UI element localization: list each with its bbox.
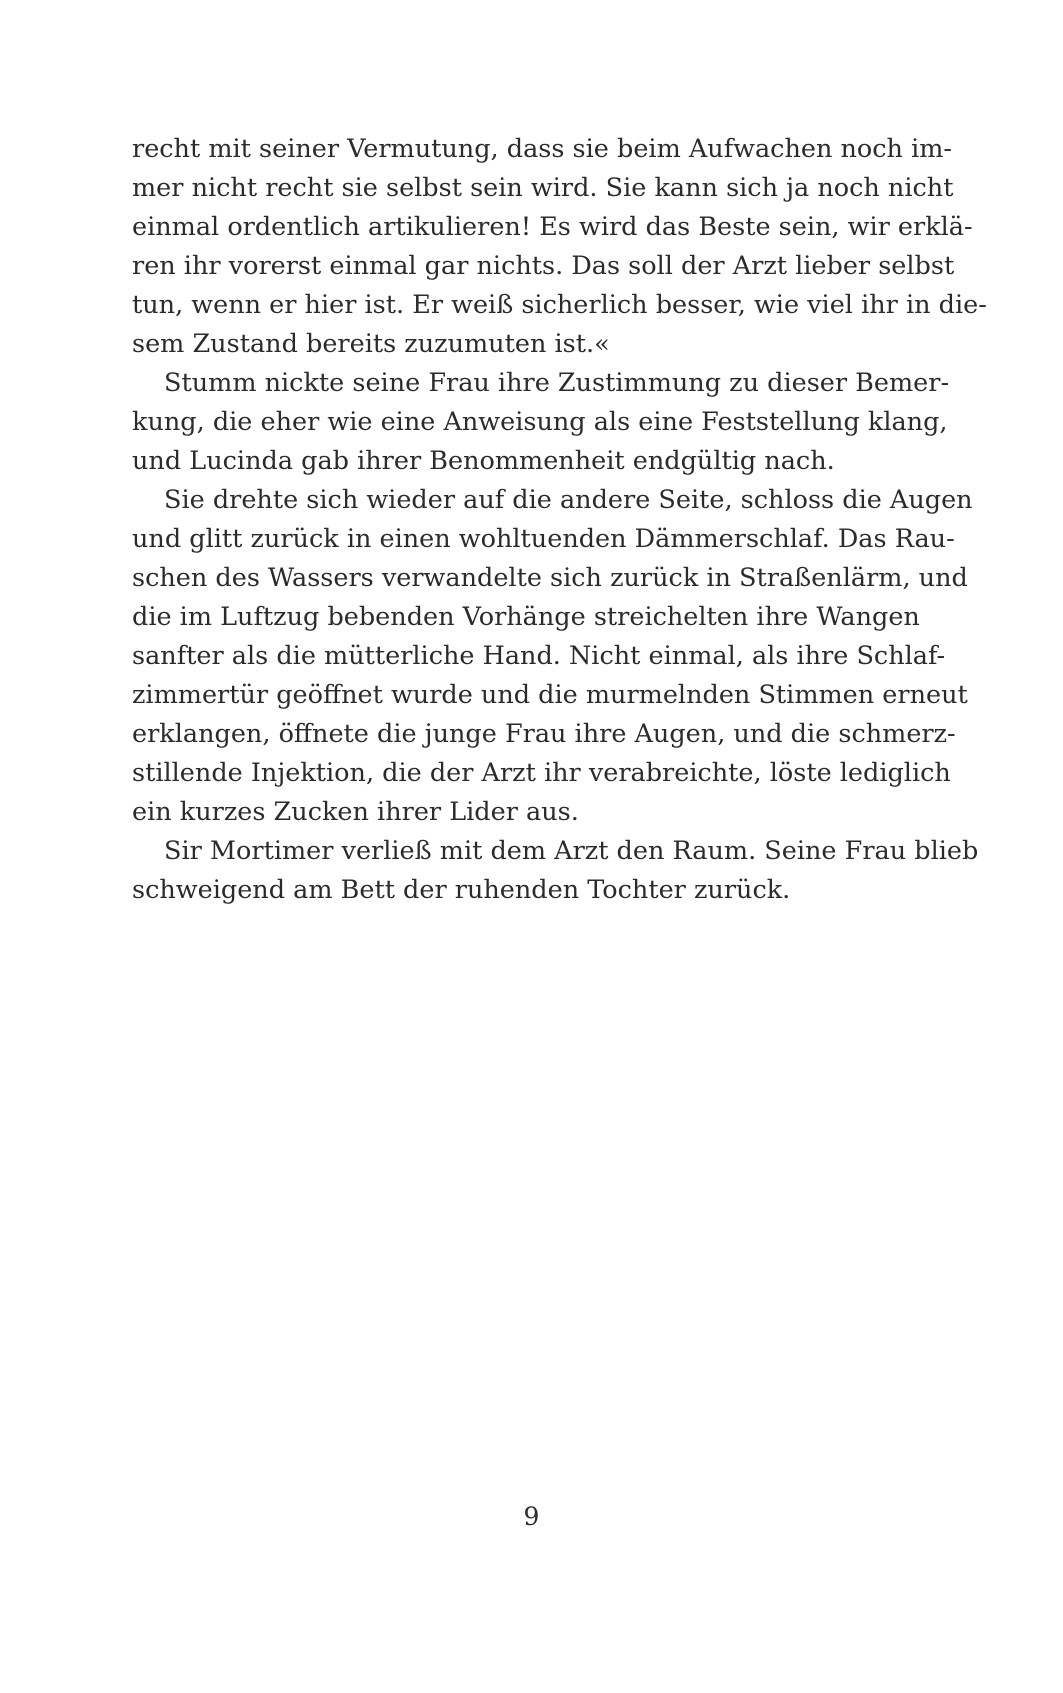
text-line: stillende Injektion, die der Arzt ihr verabreichte, löste lediglich bbox=[132, 758, 951, 788]
text-line: Sie drehte sich wieder auf die andere Seite, schloss die Augen bbox=[164, 485, 973, 515]
paragraph-4 bbox=[132, 832, 979, 910]
text-line: die im Luftzug bebenden Vorhänge streichelten ihre Wangen bbox=[132, 602, 920, 632]
text-line: kung, die eher wie eine Anweisung als eine Feststellung klang, bbox=[132, 407, 948, 437]
paragraph-1 bbox=[132, 130, 987, 364]
text-line: einmal ordentlich artikulieren! Es wird das Beste sein, wir erklä- bbox=[132, 212, 973, 242]
text-line: recht mit seiner Vermutung, dass sie beim Aufwachen noch im- bbox=[132, 134, 953, 164]
text-line: Sir Mortimer verließ mit dem Arzt den Raum. Seine Frau blieb bbox=[164, 836, 979, 866]
text-line: sem Zustand bereits zuzumuten ist.« bbox=[132, 329, 610, 359]
text-line: schen des Wassers verwandelte sich zurück in Straßenlärm, und bbox=[132, 563, 968, 593]
text-line: erklangen, öffnete die junge Frau ihre Augen, und die schmerz- bbox=[132, 719, 956, 749]
text-line: zimmertür geöffnet wurde und die murmelnden Stimmen erneut bbox=[132, 680, 968, 710]
text-line: sanfter als die mütterliche Hand. Nicht einmal, als ihre Schlaf- bbox=[132, 641, 946, 671]
page-number: 9 bbox=[523, 1502, 540, 1531]
text-line: mer nicht recht sie selbst sein wird. Sie kann sich ja noch nicht bbox=[132, 173, 954, 203]
text-line: schweigend am Bett der ruhenden Tochter zurück. bbox=[132, 875, 791, 905]
text-line: tun, wenn er hier ist. Er weiß sicherlich besser, wie viel ihr in die- bbox=[132, 290, 987, 320]
text-line: ren ihr vorerst einmal gar nichts. Das soll der Arzt lieber selbst bbox=[132, 251, 955, 281]
paragraph-3 bbox=[132, 481, 973, 832]
text-line: und Lucinda gab ihrer Benommenheit endgültig nach. bbox=[132, 446, 835, 476]
paragraph-2 bbox=[132, 364, 950, 481]
text-line: Stumm nickte seine Frau ihre Zustimmung zu dieser Bemer- bbox=[164, 368, 950, 398]
text-line: ein kurzes Zucken ihrer Lider aus. bbox=[132, 797, 579, 827]
text-line: und glitt zurück in einen wohltuenden Dämmerschlaf. Das Rau- bbox=[132, 524, 955, 554]
body-text bbox=[132, 130, 987, 910]
